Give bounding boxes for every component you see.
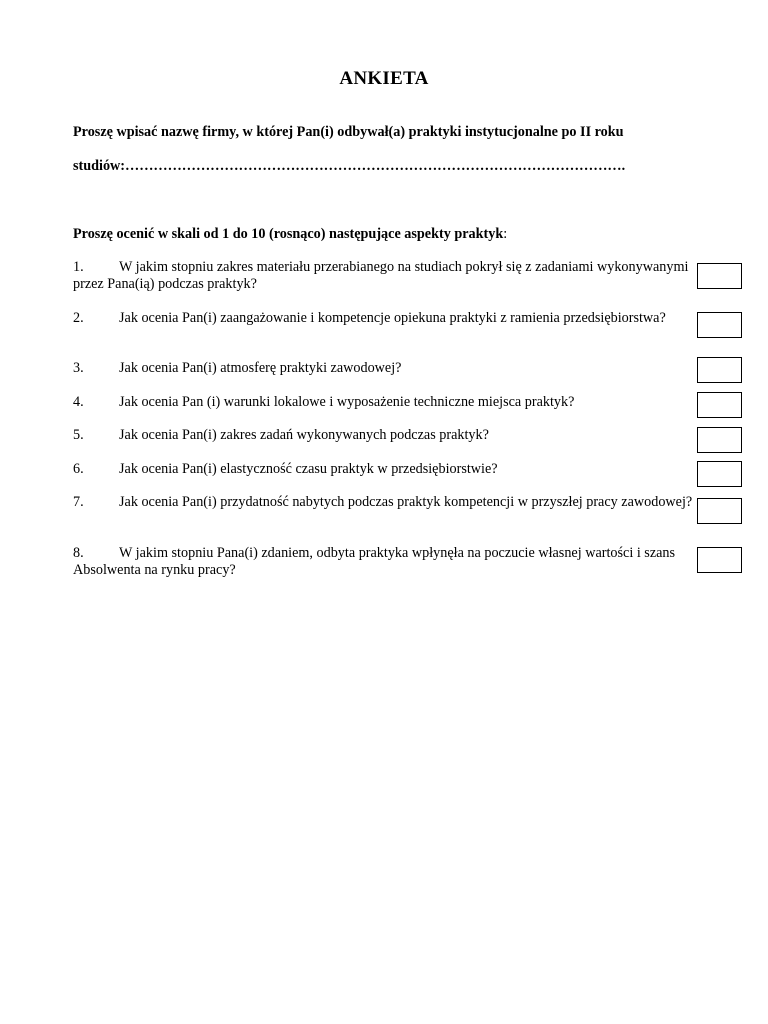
rating-input-3[interactable] [697,357,742,383]
question-7 [73,494,693,511]
rating-input-7[interactable] [697,498,742,524]
rating-input-2[interactable] [697,312,742,338]
question-number: 1. [73,259,84,275]
question-8 [73,545,693,579]
company-field-value: ……………………………………………………………………………………………. [125,158,626,174]
rating-instructions [73,226,507,243]
rating-instructions-suffix: : [503,226,508,242]
rating-input-8[interactable] [697,547,742,573]
question-2 [73,310,693,327]
question-number: 8. [73,545,84,561]
company-field-label: studiów: [73,158,126,174]
question-3 [73,360,693,377]
rating-input-4[interactable] [697,392,742,418]
question-text: W jakim stopniu Pana(i) zdaniem, odbyta praktyka wpłynęła na poczucie własnej wartości i szans Absolwenta na rynku pracy? [73,545,676,578]
question-text: W jakim stopniu zakres materiału przerabianego na studiach pokrył się z zadaniami wykonywanymi przez Pana(ią) podczas praktyk? [73,259,689,292]
rating-input-6[interactable] [697,461,742,487]
question-number: 6. [73,461,84,477]
question-number: 2. [73,310,84,326]
company-prompt: Proszę wpisać nazwę firmy, w której Pan(i) odbywał(a) praktyki instytucjonalne po II roku [73,124,624,140]
question-number: 3. [73,360,84,376]
question-1 [73,259,693,293]
question-text: Jak ocenia Pan(i) atmosferę praktyki zawodowej? [119,360,402,376]
question-text: Jak ocenia Pan(i) zakres zadań wykonywanych podczas praktyk? [119,427,489,443]
rating-input-1[interactable] [697,263,742,289]
question-text: Jak ocenia Pan(i) przydatność nabytych podczas praktyk kompetencji w przyszłej pracy zawodowej? [119,494,693,510]
question-text: Jak ocenia Pan (i) warunki lokalowe i wyposażenie techniczne miejsca praktyk? [119,394,575,410]
rating-input-5[interactable] [697,427,742,453]
page-title: ANKIETA [339,68,429,89]
rating-instructions-text: Proszę ocenić w skali od 1 do 10 (rosnąco) następujące aspekty praktyk [73,226,504,242]
question-text: Jak ocenia Pan(i) elastyczność czasu praktyk w przedsiębiorstwie? [119,461,498,477]
question-5 [73,427,693,444]
question-number: 7. [73,494,84,510]
question-4 [73,394,693,411]
question-text: Jak ocenia Pan(i) zaangażowanie i kompetencje opiekuna praktyki z ramienia przedsiębiorstwa? [119,310,666,326]
question-number: 4. [73,394,84,410]
question-6 [73,461,693,478]
question-number: 5. [73,427,84,443]
company-name-field[interactable] [73,158,625,175]
